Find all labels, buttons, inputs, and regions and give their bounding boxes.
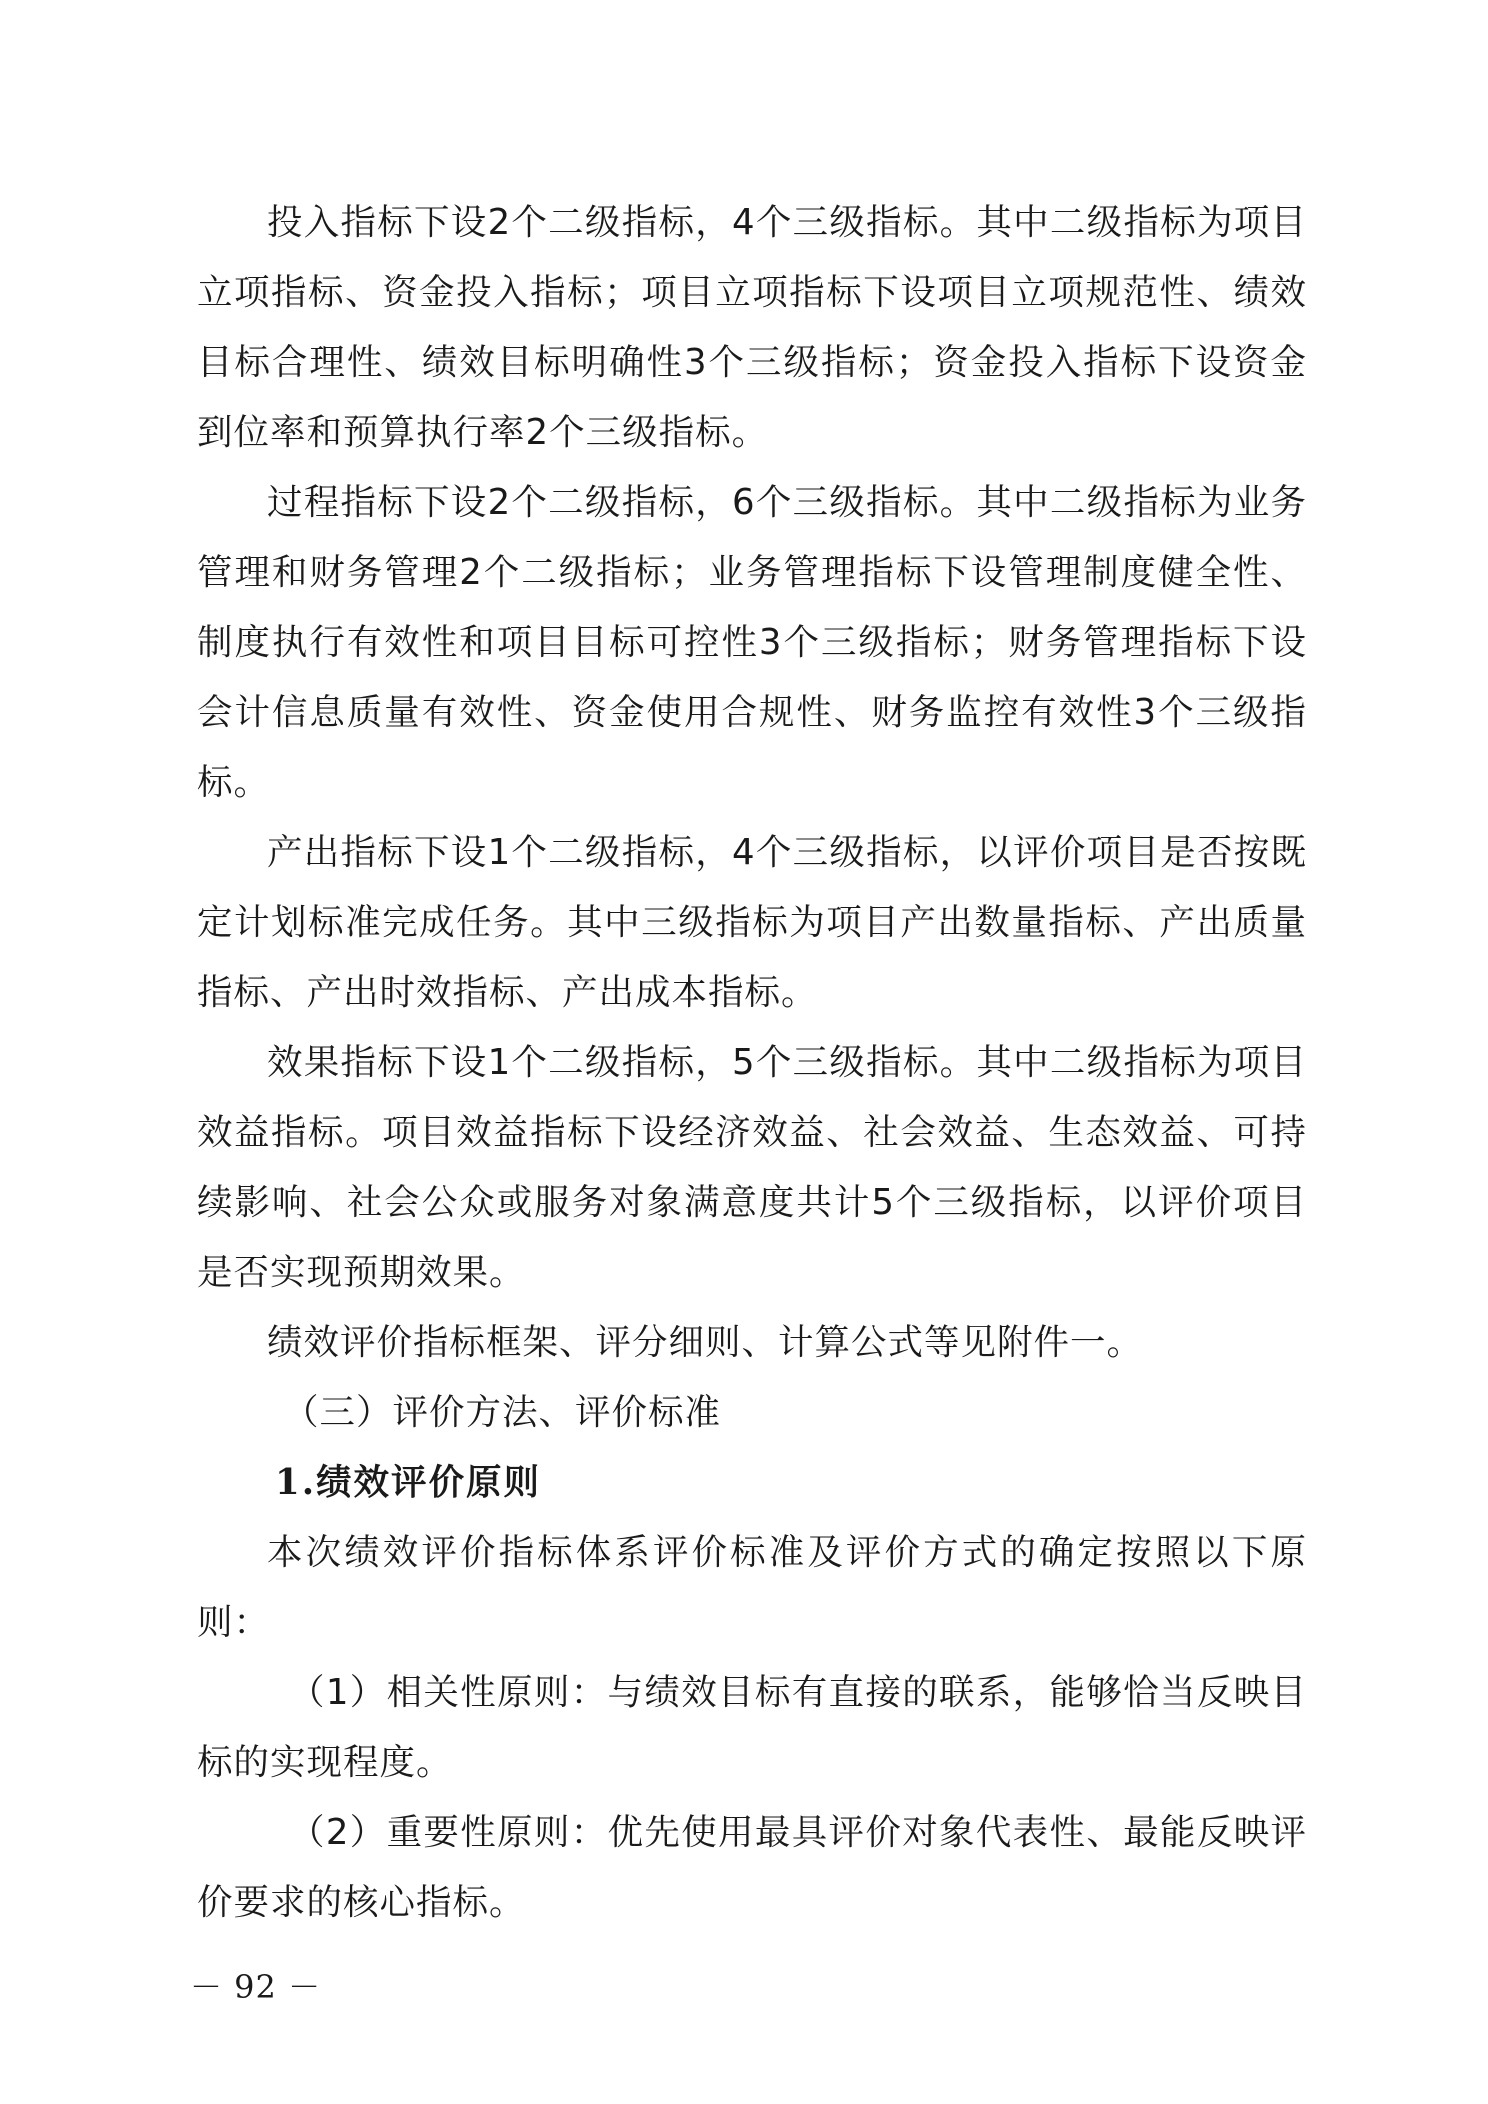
principle-importance: （2）重要性原则：优先使用最具评价对象代表性、最能反映评价要求的核心指标。: [197, 1812, 1307, 1923]
page-number: － 92 －: [190, 1968, 322, 2006]
document-body: [197, 188, 1307, 1938]
paragraph-output-indicators: 产出指标下设1个二级指标，4个三级指标，以评价项目是否按既定计划标准完成任务。其中三级指标为项目产出数量指标、产出质量指标、产出时效指标、产出成本指标。: [197, 832, 1307, 1013]
paragraph-process-indicators: 过程指标下设2个二级指标，6个三级指标。其中二级指标为业务管理和财务管理2个二级指标；业务管理指标下设管理制度健全性、制度执行有效性和项目目标可控性3个三级指标；财务管理指标下设会计信息质量有效性、资金使用合规性、财务监控有效性3个三级指标。: [197, 482, 1307, 803]
paragraph-framework-reference: 绩效评价指标框架、评分细则、计算公式等见附件一。: [267, 1322, 1144, 1363]
paragraph-input-indicators: 投入指标下设2个二级指标，4个三级指标。其中二级指标为项目立项指标、资金投入指标；项目立项指标下设项目立项规范性、绩效目标合理性、绩效目标明确性3个三级指标；资金投入指标下设资金到位率和预算执行率2个三级指标。: [197, 202, 1307, 453]
subsection-heading: 1.绩效评价原则: [275, 1462, 542, 1503]
section-heading: （三）评价方法、评价标准: [283, 1392, 722, 1433]
principle-relevance: （1）相关性原则：与绩效目标有直接的联系，能够恰当反映目标的实现程度。: [197, 1672, 1307, 1783]
paragraph-principles-intro: 本次绩效评价指标体系评价标准及评价方式的确定按照以下原则：: [197, 1532, 1307, 1643]
paragraph-effect-indicators: 效果指标下设1个二级指标，5个三级指标。其中二级指标为项目效益指标。项目效益指标下设经济效益、社会效益、生态效益、可持续影响、社会公众或服务对象满意度共计5个三级指标，以评价项目是否实现预期效果。: [197, 1042, 1307, 1293]
